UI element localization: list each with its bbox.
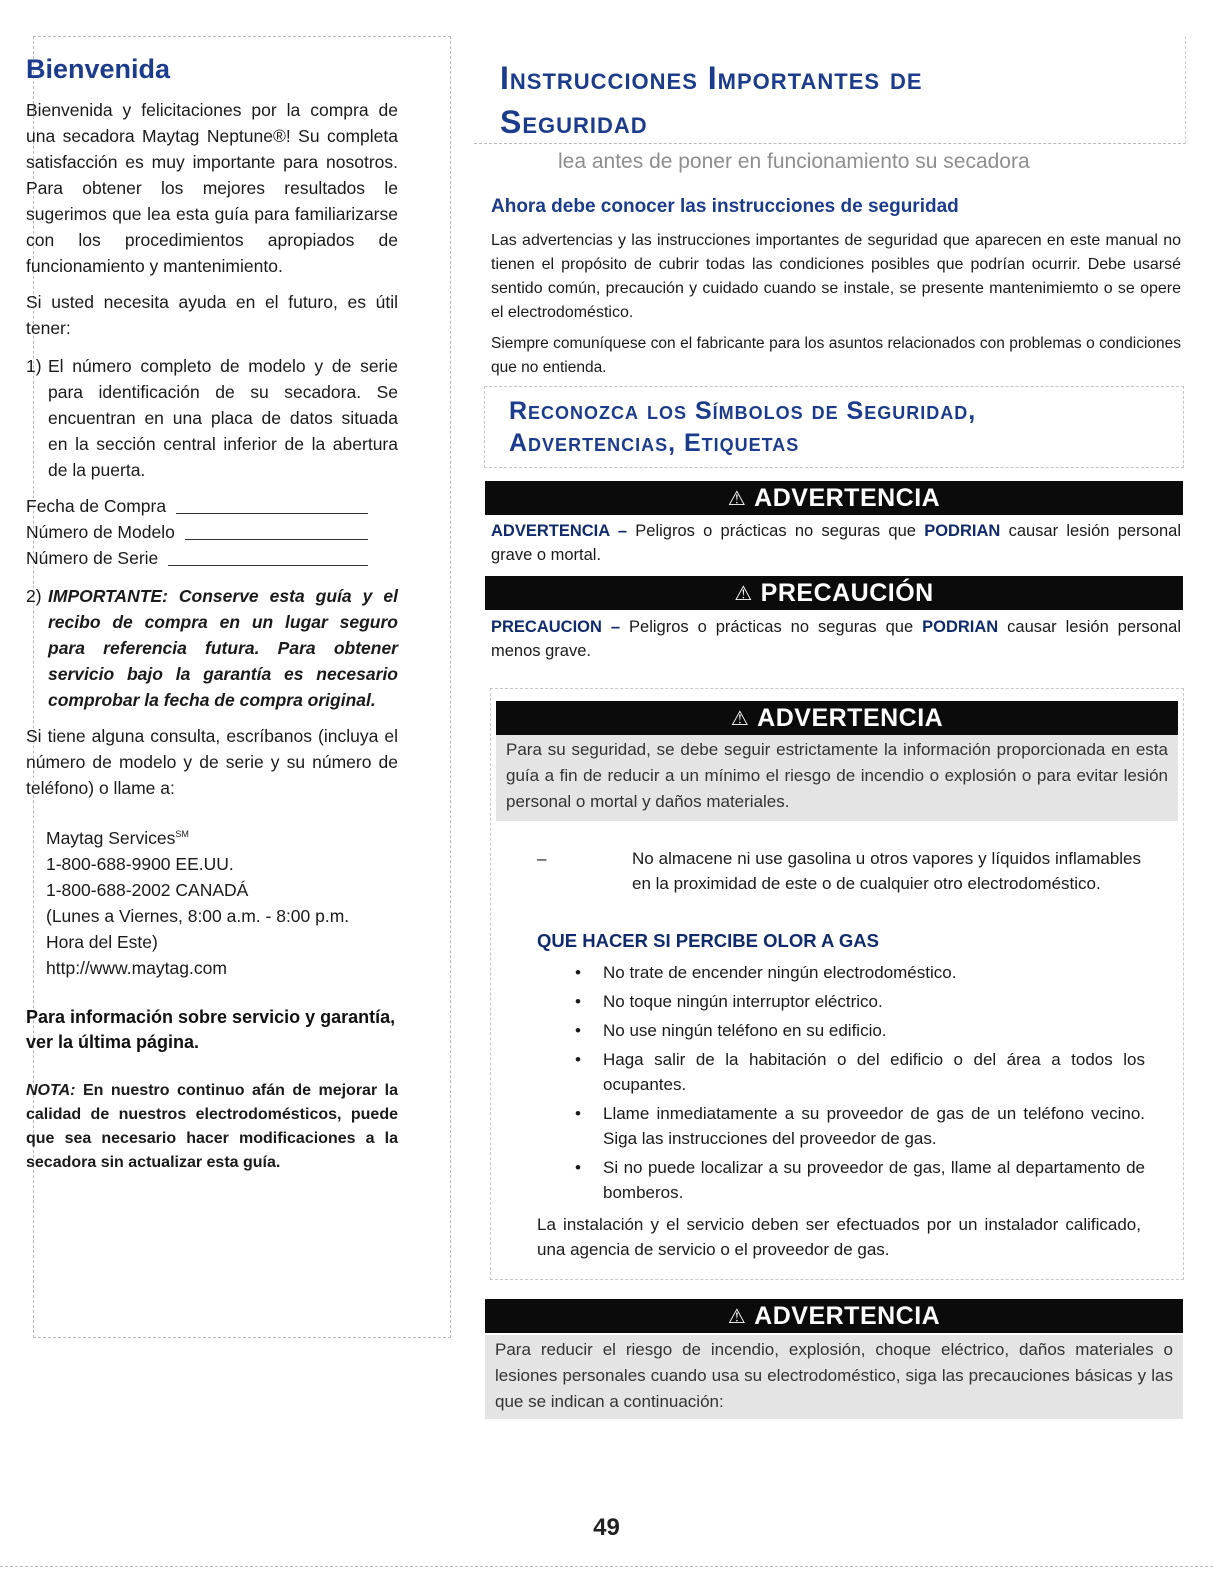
banner-label: ADVERTENCIA: [757, 703, 944, 732]
safety-heading: Ahora debe conocer las instrucciones de seguridad: [491, 196, 959, 217]
title-line-2: Seguridad: [500, 104, 648, 140]
warning-def-text-b: causar lesión personal grave o mortal.: [491, 522, 1181, 564]
warning-triangle-icon: ⚠: [727, 487, 747, 510]
warning-banner: [485, 1299, 1183, 1333]
caution-def-label: PRECAUCION –: [491, 618, 621, 636]
dash-item: [537, 846, 1141, 896]
list-item: [575, 1018, 1145, 1043]
serial-number-line: [26, 545, 398, 571]
hours-line-2: Hora del Este): [46, 931, 158, 952]
list-item: [575, 1047, 1145, 1097]
phone-canada: 1-800-688-2002 CANADÁ: [46, 879, 249, 900]
gas-heading: QUE HACER SI PERCIBE OLOR A GAS: [537, 930, 879, 951]
service-note: Para información sobre servicio y garantía, ver la última página.: [26, 1006, 396, 1052]
purchase-date-line: [26, 493, 398, 519]
banner-label: ADVERTENCIA: [754, 483, 941, 512]
dash-mark: –: [537, 849, 547, 868]
warning-definition: [491, 519, 1181, 567]
list-item-important: [26, 583, 398, 713]
model-number-line: [26, 519, 398, 545]
warning-triangle-icon: ⚠: [727, 1305, 747, 1328]
bullet-icon: •: [575, 1050, 581, 1069]
record-form: [26, 493, 398, 571]
help-text: Si usted necesita ayuda en el futuro, es útil tener:: [26, 292, 398, 338]
model-number-blank: [185, 539, 368, 540]
contact-block: [46, 821, 398, 981]
warning-triangle-icon: ⚠: [730, 707, 750, 730]
bullet-text: Haga salir de la habitación o del edificio o del área a todos los ocupantes.: [603, 1050, 1145, 1094]
warning-def-text-a: Peligros o prácticas no seguras que: [635, 522, 916, 540]
caution-banner: [485, 576, 1183, 610]
list-number: 2): [26, 586, 42, 606]
welcome-title: Bienvenida: [26, 54, 171, 84]
list-item: [575, 960, 1145, 985]
company-line: [46, 821, 398, 851]
list-item-model-serial: [26, 353, 398, 483]
purchase-date-blank: [176, 513, 368, 514]
purchase-date-label: Fecha de Compra: [26, 496, 167, 516]
install-note: La instalación y el servicio deben ser efectuados por un instalador calificado, una agencia de servicio o el proveedor de gas.: [537, 1215, 1141, 1259]
bullet-icon: •: [575, 1021, 581, 1040]
banner-label: ADVERTENCIA: [754, 1301, 941, 1330]
warning-banner: [496, 701, 1178, 735]
symbols-line-2: Advertencias, Etiquetas: [509, 429, 800, 457]
page-number: 49: [593, 1514, 620, 1541]
warning-box-text: Para su seguridad, se debe seguir estrictamente la información proporcionada en esta guía a fin de reducir a un mínimo el riesgo de incendio o explosión o para evitar lesión personal o mortal y daños materiales.: [496, 735, 1178, 821]
bullet-icon: •: [575, 1158, 581, 1177]
page-subtitle: lea antes de poner en funcionamiento su secadora: [558, 150, 1030, 173]
symbols-panel: [484, 386, 1184, 468]
dash-item-text: No almacene ni use gasolina u otros vapores y líquidos inflamables en la proximidad de este o de cualquier otro electrodoméstico.: [632, 849, 1141, 893]
list-text: El número completo de modelo y de serie para identificación de su secadora. Se encuentran en una placa de datos situada en la sección central inferior de la abertura de la puerta.: [48, 356, 398, 480]
caution-def-text-a: Peligros o prácticas no seguras que: [629, 618, 914, 636]
bullet-text: No trate de encender ningún electrodoméstico.: [603, 963, 957, 982]
welcome-content: [26, 54, 398, 1191]
nota-block: [26, 1079, 398, 1175]
bottom-divider: [0, 1566, 1213, 1567]
model-number-label: Número de Modelo: [26, 522, 175, 542]
warning-banner: [485, 481, 1183, 515]
title-line-1: Instrucciones Importantes de: [500, 60, 923, 96]
list-number: 1): [26, 356, 42, 376]
bullet-icon: •: [575, 992, 581, 1011]
banner-label: PRECAUCIÓN: [760, 578, 934, 607]
phone-us: 1-800-688-9900 EE.UU.: [46, 853, 234, 874]
bullet-icon: •: [575, 1104, 581, 1123]
bullet-text: Llame inmediatamente a su proveedor de gas de un teléfono vecino. Siga las instrucciones del proveedor de gas.: [603, 1104, 1145, 1148]
list-item: [575, 1155, 1145, 1205]
gas-bullet-list: [575, 960, 1145, 1209]
welcome-intro: Bienvenida y felicitaciones por la compra de una secadora Maytag Neptune®! Su completa satisfacción es muy importante para nosotros. Para obtener los mejores resultados le sugerimos que lea esta guía para familiarizarse con los procedimientos apropiados de funcionamiento y mantenimiento.: [26, 100, 398, 276]
service-mark: SM: [175, 829, 189, 839]
symbols-title: [509, 395, 976, 459]
warning-box-2-text: Para reducir el riesgo de incendio, explosión, choque eléctrico, daños materiales o lesiones personales cuando usa su electrodoméstico, siga las precauciones básicas y las que se indican a continuación:: [485, 1335, 1183, 1419]
warning-def-label: ADVERTENCIA –: [491, 522, 627, 540]
list-item: [575, 989, 1145, 1014]
bullet-text: No toque ningún interruptor eléctrico.: [603, 992, 883, 1011]
bullet-icon: •: [575, 963, 581, 982]
symbols-line-1: Reconozca los Símbolos de Seguridad,: [509, 397, 977, 425]
hours-line-1: (Lunes a Viernes, 8:00 a.m. - 8:00 p.m.: [46, 905, 350, 926]
safety-text-1: Las advertencias y las instrucciones importantes de seguridad que aparecen en este manual no tienen el propósito de cubrir todas las condiciones posibles que podrían ocurrir. Debe usarsé sentido común, precaución y cuidado cuando se instale, se presente mantenimiemto o se opere el electrodoméstico.: [491, 232, 1181, 321]
website-url: http://www.maytag.com: [46, 957, 227, 978]
warning-triangle-icon: ⚠: [734, 582, 753, 605]
serial-number-blank: [168, 565, 368, 566]
caution-def-text-b: causar lesión personal menos grave.: [491, 618, 1181, 660]
nota-text: En nuestro continuo afán de mejorar la calidad de nuestros electrodomésticos, puede que sea necesario hacer modificaciones a la secadora sin actualizar esta guía.: [26, 1081, 398, 1171]
list-item: [575, 1101, 1145, 1151]
company-name: Maytag Services: [46, 827, 176, 848]
caution-definition: [491, 615, 1181, 663]
contact-intro: Si tiene alguna consulta, escríbanos (incluya el número de modelo y de serie y su número de teléfono) o llame a:: [26, 726, 398, 798]
nota-label: NOTA:: [26, 1081, 76, 1099]
bullet-text: Si no puede localizar a su proveedor de gas, llame al departamento de bomberos.: [603, 1158, 1145, 1202]
page-title: [500, 56, 923, 144]
serial-number-label: Número de Serie: [26, 548, 159, 568]
caution-def-strong: PODRIAN: [922, 618, 999, 636]
important-note: IMPORTANTE: Conserve esta guía y el recibo de compra en un lugar seguro para referencia futura. Para obtener servicio bajo la garantía es necesario comprobar la fecha de compra original.: [48, 586, 398, 710]
safety-text-2: Siempre comuníquese con el fabricante para los asuntos relacionados con problemas o condiciones que no entienda.: [491, 335, 1181, 376]
bullet-text: No use ningún teléfono en su edificio.: [603, 1021, 887, 1040]
title-panel: [474, 36, 1186, 144]
warning-def-strong: PODRIAN: [924, 522, 1001, 540]
